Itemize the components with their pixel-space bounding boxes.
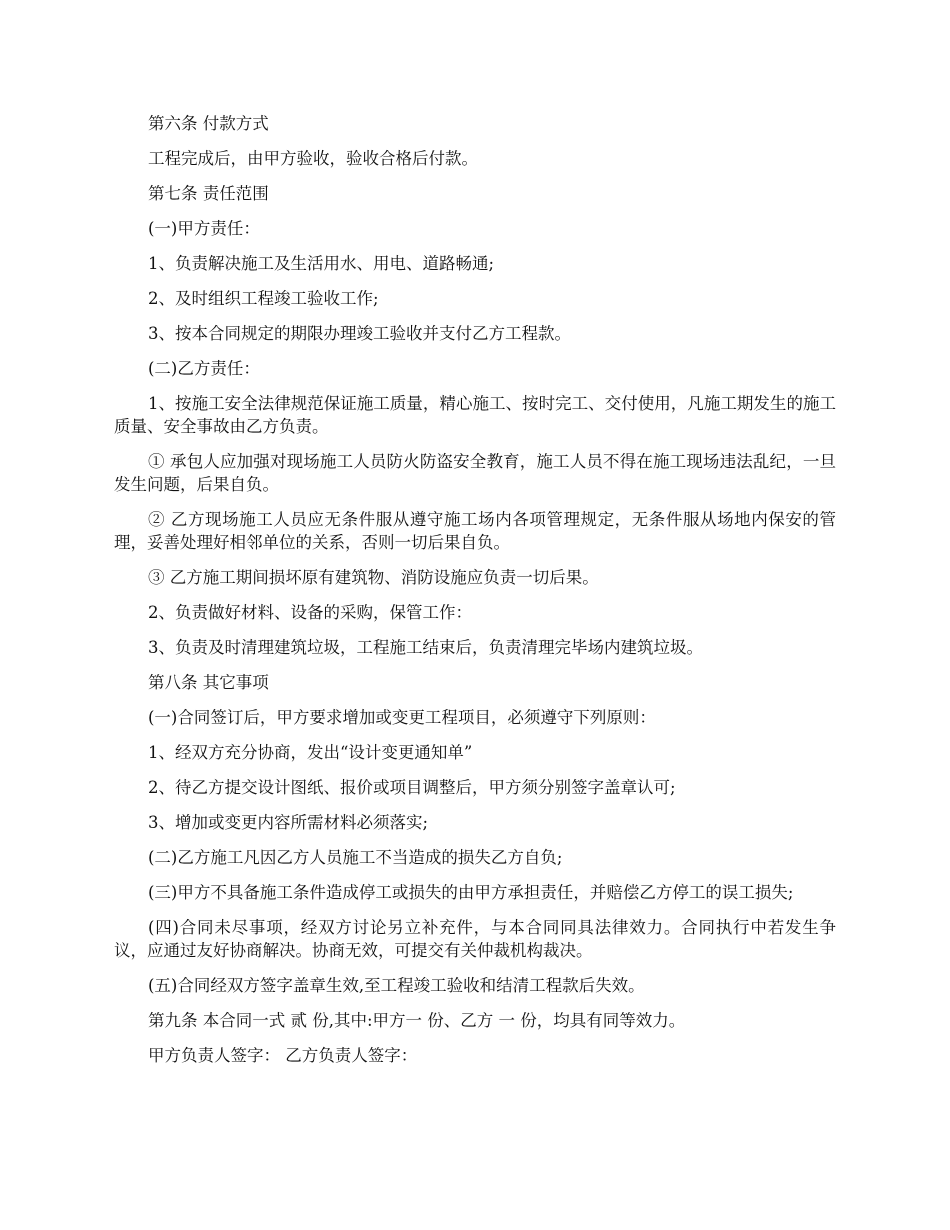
change-principle-3: 3、增加或变更内容所需材料必须落实; [148, 813, 429, 832]
article-8-heading: 第八条 其它事项 [148, 673, 269, 692]
other-matter-5: (五)合同经双方签字盖章生效,至工程竣工验收和结清工程款后失效。 [148, 976, 645, 995]
party-b-duty-1-item-1: ① 承包人应加强对现场施工人员防火防盗安全教育，施工人员不得在施工现场违法乱纪，一旦发生问题，后果自负。 [114, 452, 836, 494]
article-9: 第九条 本合同一式 贰 份,其中:甲方一 份、乙方 一 份，均具有同等效力。 [148, 1011, 686, 1030]
other-matter-4: (四)合同未尽事项，经双方讨论另立补充件，与本合同同具法律效力。合同执行中若发生争议，应通过友好协商解决。协商无效，可提交有关仲裁机构裁决。 [114, 918, 836, 960]
party-a-duty-1: 1、负责解决施工及生活用水、用电、道路畅通; [148, 254, 495, 273]
signature-line: 甲方负责人签字： 乙方负责人签字： [148, 1046, 418, 1065]
change-principle-1: 1、经双方充分协商，发出“设计变更通知单” [148, 743, 473, 762]
other-matter-2: (二)乙方施工凡因乙方人员施工不当造成的损失乙方自负; [148, 848, 563, 867]
party-b-duty-1-item-3: ③ 乙方施工期间损坏原有建筑物、消防设施应负责一切后果。 [148, 568, 599, 587]
party-a-duty-2: 2、及时组织工程竣工验收工作; [148, 289, 379, 308]
payment-clause: 工程完成后，由甲方验收，验收合格后付款。 [148, 149, 478, 168]
party-b-duty-1: 1、按施工安全法律规范保证施工质量，精心施工、按时完工、交付使用，凡施工期发生的施工质量、安全事故由乙方负责。 [114, 394, 836, 436]
article-6-heading: 第六条 付款方式 [148, 114, 269, 133]
party-a-duties-heading: (一)甲方责任： [148, 219, 260, 238]
party-a-duty-3: 3、按本合同规定的期限办理竣工验收并支付乙方工程款。 [148, 324, 571, 343]
article-7-heading: 第七条 责任范围 [148, 184, 269, 203]
party-b-duty-2: 2、负责做好材料、设备的采购，保管工作： [148, 603, 472, 622]
change-principle-2: 2、待乙方提交设计图纸、报价或项目调整后，甲方须分别签字盖章认可; [148, 778, 676, 797]
other-matter-3: (三)甲方不具备施工条件造成停工或损失的由甲方承担责任，并赔偿乙方停工的误工损失; [148, 883, 794, 902]
party-b-duty-1-item-2: ② 乙方现场施工人员应无条件服从遵守施工场内各项管理规定，无条件服从场地内保安的管理，妥善处理好相邻单位的关系，否则一切后果自负。 [114, 510, 836, 552]
party-b-duties-heading: (二)乙方责任： [148, 359, 260, 378]
party-b-duty-3: 3、负责及时清理建筑垃圾，工程施工结束后，负责清理完毕场内建筑垃圾。 [148, 638, 703, 657]
change-principles-heading: (一)合同签订后，甲方要求增加或变更工程项目，必须遵守下列原则： [148, 708, 656, 727]
